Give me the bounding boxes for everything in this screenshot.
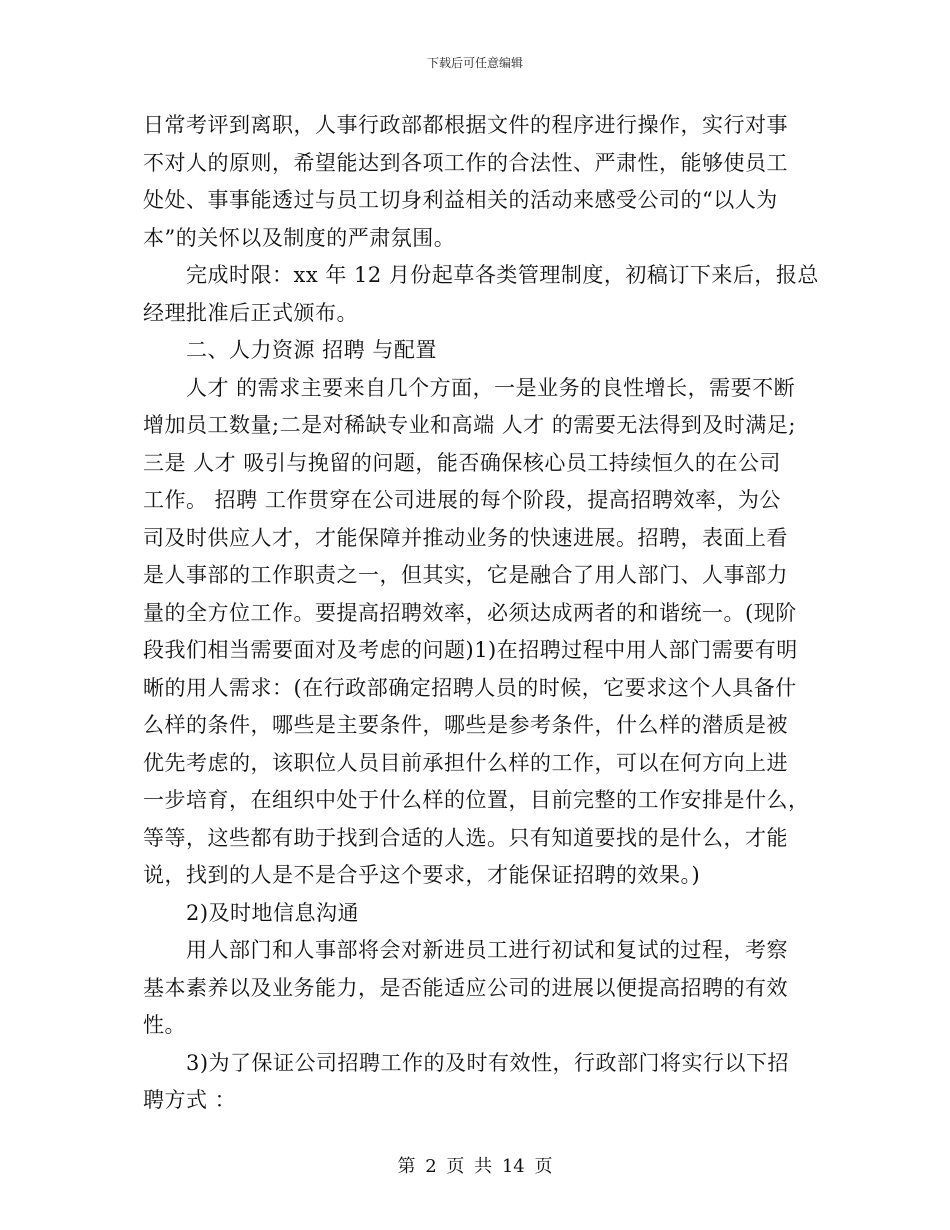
text-line: 晰的用人需求：(在行政部确定招聘人员的时候，它要求这个人具备什 xyxy=(143,675,797,700)
text-line: 优先考虑的，该职位人员目前承担什么样的工作，可以在何方向上进 xyxy=(143,750,788,775)
subheading: 2)及时地信息沟通 xyxy=(186,900,360,925)
text-line: 日常考评到离职，人事行政部都根据文件的程序进行操作，实行对事 xyxy=(143,113,788,137)
text-line: 不对人的原则，希望能达到各项工作的合法性、严肃性，能够使员工 xyxy=(143,150,788,175)
text-line: 么样的条件，哪些是主要条件，哪些是参考条件，什么样的潜质是被 xyxy=(143,713,788,737)
text-line: 经理批准后正式颁布。 xyxy=(143,300,358,325)
text-line: 等等，这些都有助于找到合适的人选。只有知道要找的是什么，才能 xyxy=(143,825,788,850)
text-line: 三是 人才 吸引与挽留的问题，能否确保核心员工持续恒久的在公司 xyxy=(143,450,781,475)
text-line: 是人事部的工作职责之一，但其实，它是融合了用人部门、人事部力 xyxy=(143,563,788,587)
document-body xyxy=(143,107,819,1120)
text-line: 聘方式 ： xyxy=(143,1088,237,1112)
text-line: 段我们相当需要面对及考虑的问题)1)在招聘过程中用人部门需要有明 xyxy=(143,638,798,662)
section-heading: 二、人力资源 招聘 与配置 xyxy=(186,338,437,362)
text-line: 工作。 招聘 工作贯穿在公司进展的每个阶段，提高招聘效率，为公 xyxy=(143,488,781,512)
text-line: 处处、事事能透过与员工切身利益相关的活动来感受公司的“以人为 xyxy=(143,188,778,212)
text-line: 说，找到的人是不是合乎这个要求，才能保证招聘的效果。) xyxy=(143,863,701,887)
text-line: 性。 xyxy=(143,1013,186,1037)
text-line: 量的全方位工作。要提高招聘效率，必须达成两者的和谐统一。(现阶 xyxy=(143,600,797,625)
page-header: 下载后可任意编辑 xyxy=(426,56,523,70)
page-number-footer: 第 2 页 共 14 页 xyxy=(397,1156,553,1177)
text-line: 完成时限：xx 年 12 月份起草各类管理制度，初稿订下来后，报总 xyxy=(186,263,819,287)
text-line: 人才 的需求主要来自几个方面，一是业务的良性增长，需要不断 xyxy=(186,375,796,400)
text-line: 一步培育，在组织中处于什么样的位置，目前完整的工作安排是什么， xyxy=(143,788,810,812)
text-line: 3)为了保证公司招聘工作的及时有效性，行政部门将实行以下招 xyxy=(186,1050,790,1075)
text-line: 司及时供应人才，才能保障并推动业务的快速进展。招聘，表面上看 xyxy=(143,525,788,550)
text-line: 本”的关怀以及制度的严肃氛围。 xyxy=(143,225,456,250)
text-line: 增加员工数量;二是对稀缺专业和高端 人才 的需要无法得到及时满足; xyxy=(143,413,796,437)
text-line: 用人部门和人事部将会对新进员工进行初试和复试的过程，考察 xyxy=(186,938,788,962)
text-line: 基本素养以及业务能力，是否能适应公司的进展以便提高招聘的有效 xyxy=(143,975,788,1000)
